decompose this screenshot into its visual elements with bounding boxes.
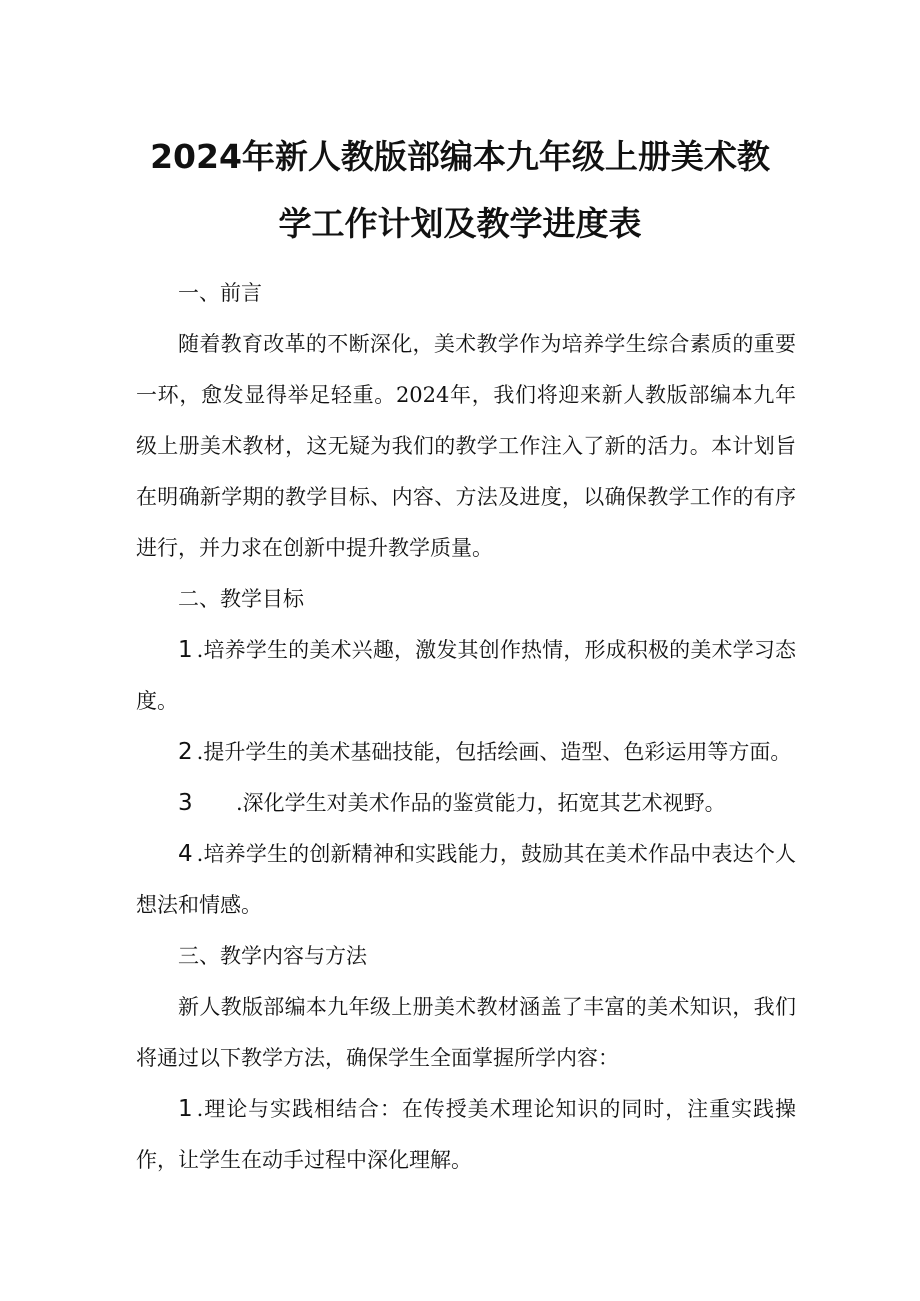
goal-item-number: 2	[178, 739, 197, 765]
goal-item	[136, 625, 796, 727]
section-heading-preface: 一、前言	[178, 281, 262, 305]
goal-item-text: .培养学生的创新精神和实践能力，鼓励其在美术作品中表达个人想法和情感。	[136, 842, 796, 917]
method-item-text: .理论与实践相结合：在传授美术理论知识的同时，注重实践操作，让学生在动手过程中深化理解。	[136, 1097, 796, 1172]
goal-item-text: .提升学生的美术基础技能，包括绘画、造型、色彩运用等方面。	[196, 740, 792, 764]
document-title-line-1: 2024年新人教版部编本九年级上册美术教	[150, 137, 770, 176]
method-item	[136, 1084, 796, 1186]
document-body	[136, 268, 796, 1186]
section-heading-content-methods: 三、教学内容与方法	[178, 944, 367, 968]
section-heading-goals: 二、教学目标	[178, 587, 304, 611]
goal-item	[136, 727, 796, 778]
goal-item	[136, 829, 796, 931]
goal-item-number: 1	[178, 637, 197, 663]
content-methods-paragraph: 新人教版部编本九年级上册美术教材涵盖了丰富的美术知识，我们将通过以下教学方法，确保学生全面掌握所学内容：	[136, 995, 796, 1070]
goal-item-number: 4	[178, 841, 197, 867]
goal-item-text: .深化学生对美术作品的鉴赏能力，拓宽其艺术视野。	[236, 791, 726, 815]
method-item-number: 1	[178, 1096, 197, 1122]
document-title-line-2: 学工作计划及教学进度表	[278, 204, 642, 243]
goal-item	[136, 778, 796, 829]
goal-item-text: .培养学生的美术兴趣，激发其创作热情，形成积极的美术学习态度。	[136, 638, 796, 713]
goal-item-number: 3	[178, 790, 193, 816]
preface-paragraph: 随着教育改革的不断深化，美术教学作为培养学生综合素质的重要一环，愈发显得举足轻重。2024年，我们将迎来新人教版部编本九年级上册美术教材，这无疑为我们的教学工作注入了新的活力。本计划旨在明确新学期的教学目标、内容、方法及进度，以确保教学工作的有序进行，并力求在创新中提升教学质量。	[136, 332, 796, 560]
